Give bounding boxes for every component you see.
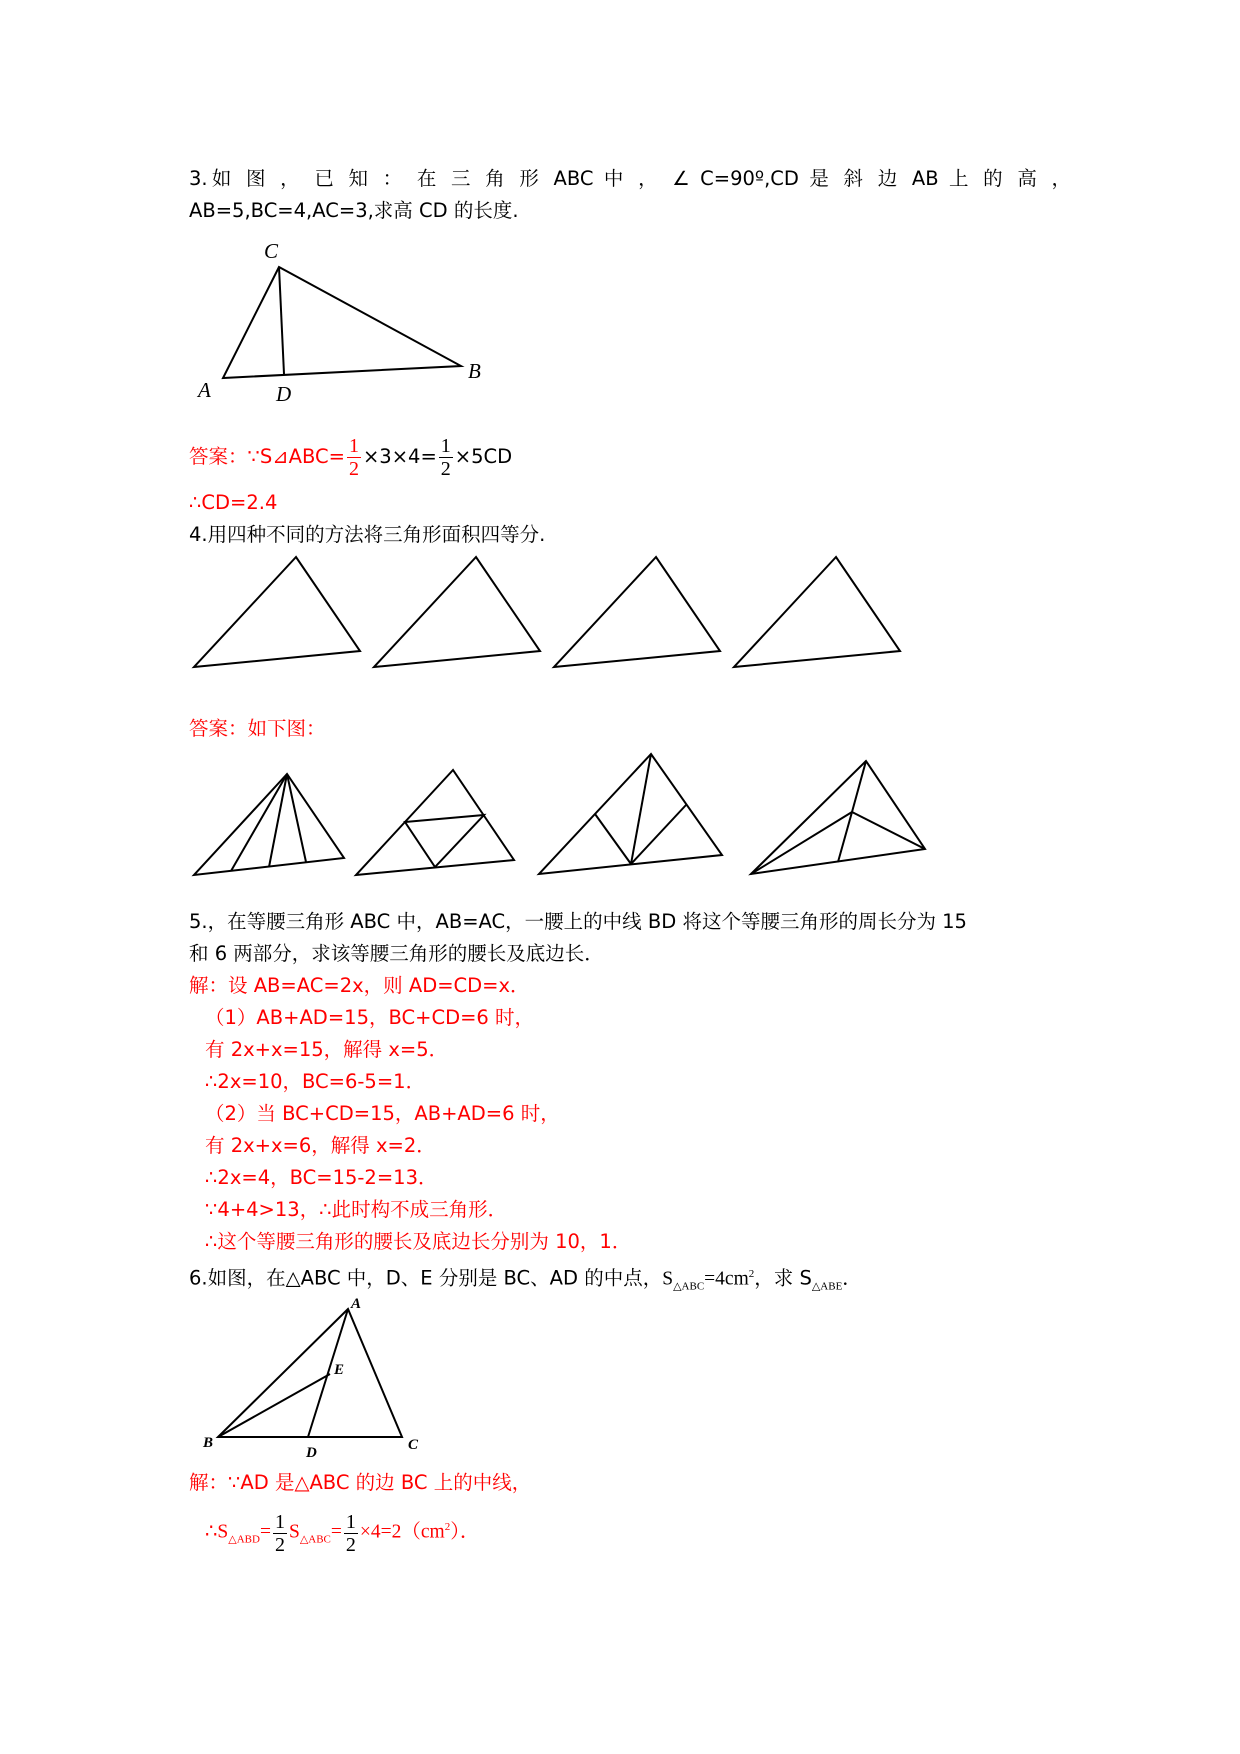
q3-label-b: B	[468, 359, 481, 383]
q3-fraction-1: $\frac{1}{2}$	[348, 435, 359, 480]
q6-label-c: C	[408, 1437, 419, 1453]
q5-solution-line2: （1）AB+AD=15，BC+CD=6 时，	[205, 1006, 535, 1029]
q5-solution-line7: ∴2x=4，BC=15-2=13．	[205, 1166, 438, 1189]
q5-solution-line9: ∴这个等腰三角形的腰长及底边长分别为 10，1．	[205, 1230, 632, 1253]
q3-result: ∴CD=2.4	[189, 491, 278, 514]
q3-label-a: A	[198, 378, 211, 402]
q4-question: 4.用四种不同的方法将三角形面积四等分.	[189, 523, 546, 546]
q3-answer-prefix: 答案：∵S⊿ABC=	[189, 445, 345, 468]
q6-label-a: A	[351, 1296, 362, 1312]
q5-solution-line1: 解：设 AB=AC=2x，则 AD=CD=x．	[189, 974, 530, 997]
q6-solution-line2: $\therefore S_{\triangle ABD}=$ $\frac{1}{2}$ $S_{\triangle ABC}=$ $\frac{1}{2}$ $\times 4=2(cm^2)$．	[205, 1510, 480, 1556]
q6-question: 6.如图，在△ABC 中，D、E 分别是 BC、AD 的中点，$S_{\triangle ABC}=4cm^2$，求 $S_{\triangle ABE}$．	[189, 1266, 862, 1293]
q3-label-d: D	[276, 382, 292, 406]
q5-solution-line3: 有 2x+x=15，解得 x=5．	[205, 1038, 449, 1061]
q3-answer-mid: ×3×4=	[362, 445, 437, 468]
q6-label-e: E	[334, 1362, 345, 1378]
q6-solution-line1: 解：∵AD 是△ABC 的边 BC 上的中线，	[189, 1471, 532, 1494]
q6-label-d: D	[306, 1445, 317, 1461]
q4-answer: 答案：如下图：	[189, 717, 326, 740]
q3-question-line1: 3.如 图 ， 已 知 ： 在 三 角 形 ABC 中 ， ∠ C=90º,CD 是 斜 边 AB 上 的 高 ，	[189, 167, 1071, 190]
q6-label-b: B	[203, 1435, 214, 1451]
q6-segment-be	[218, 1374, 330, 1437]
q5-solution-line5: （2）当 BC+CD=15，AB+AD=6 时，	[205, 1102, 560, 1125]
q5-solution-line6: 有 2x+x=6，解得 x=2．	[205, 1134, 436, 1157]
q5-question-line1: 5.，在等腰三角形 ABC 中，AB=AC，一腰上的中线 BD 将这个等腰三角形的周长分为 15	[189, 910, 967, 933]
q5-solution-line4: ∴2x=10，BC=6-5=1．	[205, 1070, 426, 1093]
q3-label-c: C	[264, 239, 279, 263]
q6-triangle-abc	[218, 1309, 402, 1437]
q3-answer-end: ×5CD	[454, 445, 513, 468]
q3-question-line2: AB=5,BC=4,AC=3,求高 CD 的长度.	[189, 199, 519, 222]
q6-fraction-1: $\frac{1}{2}$	[274, 1510, 285, 1556]
q5-question-line2: 和 6 两部分，求该等腰三角形的腰长及底边长．	[189, 942, 604, 965]
q3-fraction-2: $\frac{1}{2}$	[440, 435, 451, 480]
q5-solution-line8: ∵4+4>13，∴此时构不成三角形．	[205, 1198, 508, 1221]
q6-fraction-2: $\frac{1}{2}$	[345, 1510, 356, 1556]
